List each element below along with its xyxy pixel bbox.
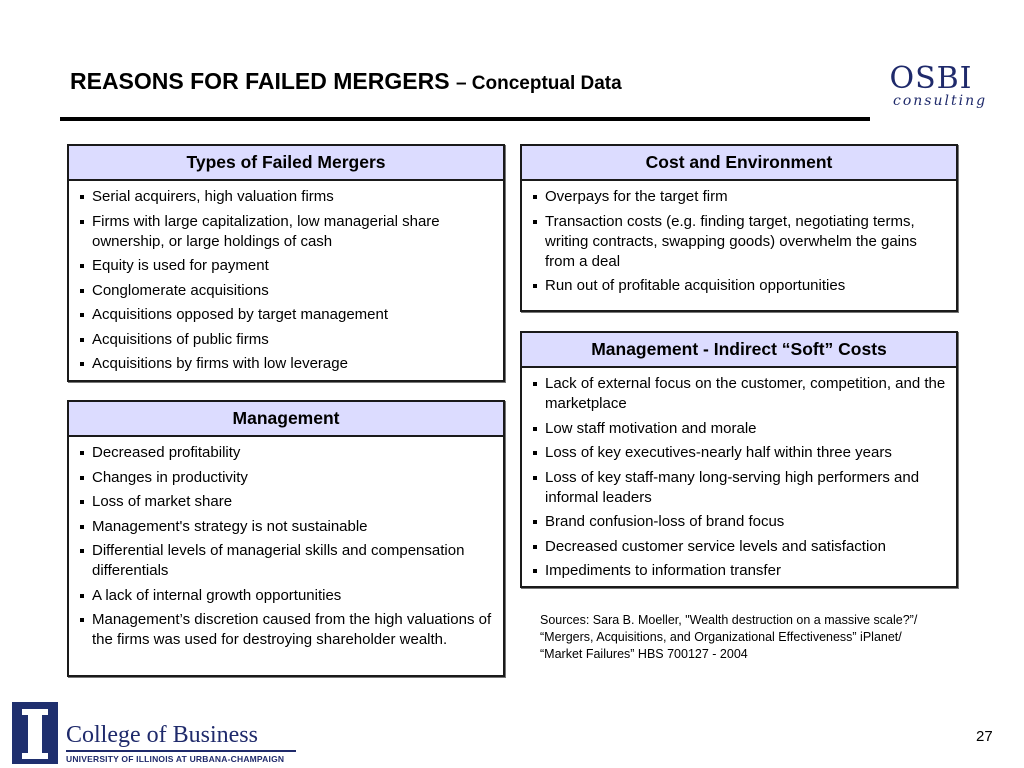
bullet-list (522, 368, 956, 587)
page-number: 27 (976, 728, 993, 745)
bullet-icon (80, 264, 84, 268)
bullet-icon (80, 451, 84, 455)
list-item (79, 610, 493, 650)
list-item-text: Serial acquirers, high valuation firms (92, 188, 334, 205)
bullet-icon (80, 338, 84, 342)
list-item-text: Equity is used for payment (92, 257, 269, 274)
bullet-icon (80, 549, 84, 553)
panel-heading: Cost and Environment (522, 146, 956, 181)
university-name: UNIVERSITY OF ILLINOIS AT URBANA-CHAMPAIGN (66, 754, 285, 764)
list-item (532, 374, 946, 414)
college-name: College of Business (66, 722, 258, 748)
list-item-text: Differential levels of managerial skills and compensation differentials (92, 542, 465, 579)
college-divider (66, 750, 296, 752)
list-item-text: Impediments to information transfer (545, 562, 781, 579)
list-item-text: Decreased profitability (92, 444, 241, 461)
list-item-text: Management's strategy is not sustainable (92, 517, 368, 535)
sources-line: “Market Failures” HBS 700127 - 2004 (540, 647, 748, 661)
list-item (79, 354, 493, 374)
list-item (79, 281, 493, 301)
list-item-text: Management’s discretion caused from the high valuations of the firms was used for destroying shareholder wealth. (92, 611, 492, 648)
bullet-icon (533, 195, 537, 199)
bullet-icon (80, 594, 84, 598)
bullet-icon (80, 313, 84, 317)
list-item-text: Run out of profitable acquisition opportunities (545, 277, 846, 294)
list-item (79, 305, 493, 325)
title-divider (60, 117, 870, 121)
bullet-icon (80, 195, 84, 199)
logo-tagline: consulting (893, 93, 988, 109)
list-item (532, 561, 946, 581)
list-item (532, 187, 946, 207)
bullet-list (69, 181, 503, 380)
list-item (532, 212, 946, 272)
list-item-text: Overpays for the target firm (545, 188, 728, 205)
sources-note (540, 612, 980, 663)
list-item (79, 492, 493, 512)
list-item-text: Loss of key executives-nearly half within three years (545, 444, 892, 461)
logo-wordmark: OSBI (889, 61, 973, 96)
bullet-icon (533, 427, 537, 431)
list-item (532, 512, 946, 532)
list-item (532, 276, 946, 296)
list-item-text: Changes in productivity (92, 468, 248, 486)
sources-line: Sources: Sara B. Moeller, "Wealth destruction on a massive scale?”/ (540, 613, 918, 627)
list-item (532, 468, 946, 508)
bullet-icon (533, 476, 537, 480)
list-item (79, 541, 493, 581)
list-item (79, 443, 493, 463)
bullet-icon (80, 500, 84, 504)
bullet-icon (533, 545, 537, 549)
list-item (79, 187, 493, 207)
list-item (79, 468, 493, 488)
panel-heading: Management - Indirect “Soft” Costs (522, 333, 956, 368)
list-item (532, 443, 946, 463)
bullet-icon (80, 289, 84, 293)
bullet-icon (533, 220, 537, 224)
panel-heading: Types of Failed Mergers (69, 146, 503, 181)
list-item-text: Transaction costs (e.g. finding target, negotiating terms, writing contracts, swapping goods) overwhelm the gains from a deal (545, 212, 917, 270)
illinois-column-icon (12, 702, 58, 764)
list-item-text: A lack of internal growth opportunities (92, 586, 342, 604)
slide-title (70, 68, 622, 95)
list-item (79, 586, 493, 606)
panel-management (67, 400, 505, 677)
list-item-text: Acquisitions by firms with low leverage (92, 355, 348, 372)
list-item (79, 330, 493, 350)
list-item-text: Firms with large capitalization, low managerial share ownership, or large holdings of cash (92, 212, 440, 250)
list-item (79, 256, 493, 276)
bullet-icon (80, 618, 84, 622)
bullet-list (69, 437, 503, 656)
bullet-icon (80, 525, 84, 529)
bullet-icon (533, 382, 537, 386)
list-item (79, 212, 493, 252)
bullet-list (522, 181, 956, 302)
list-item-text: Decreased customer service levels and satisfaction (545, 537, 886, 555)
bullet-icon (533, 569, 537, 573)
college-logo (8, 700, 298, 768)
list-item-text: Lack of external focus on the customer, competition, and the marketplace (545, 375, 946, 412)
list-item-text: Low staff motivation and morale (545, 419, 757, 437)
bullet-icon (80, 476, 84, 480)
list-item (532, 537, 946, 557)
bullet-icon (80, 220, 84, 224)
list-item-text: Acquisitions opposed by target management (92, 306, 389, 323)
panel-heading: Management (69, 402, 503, 437)
title-subtitle: – Conceptual Data (455, 73, 622, 94)
bullet-icon (533, 520, 537, 524)
list-item (532, 419, 946, 439)
panel-types-of-failed-mergers (67, 144, 505, 382)
sources-line: “Mergers, Acquisitions, and Organizational Effectiveness” iPlanet/ (540, 630, 902, 644)
panel-cost-and-environment (520, 144, 958, 312)
osbi-logo (885, 61, 988, 109)
list-item-text: Brand confusion-loss of brand focus (545, 513, 785, 530)
list-item-text: Loss of key staff-many long-serving high performers and informal leaders (545, 468, 920, 506)
title-main: REASONS FOR FAILED MERGERS (70, 68, 450, 94)
panel-soft-costs (520, 331, 958, 588)
list-item (79, 517, 493, 537)
bullet-icon (533, 451, 537, 455)
list-item-text: Acquisitions of public firms (92, 330, 269, 348)
bullet-icon (80, 362, 84, 366)
bullet-icon (533, 284, 537, 288)
list-item-text: Loss of market share (92, 493, 233, 510)
list-item-text: Conglomerate acquisitions (92, 281, 269, 299)
